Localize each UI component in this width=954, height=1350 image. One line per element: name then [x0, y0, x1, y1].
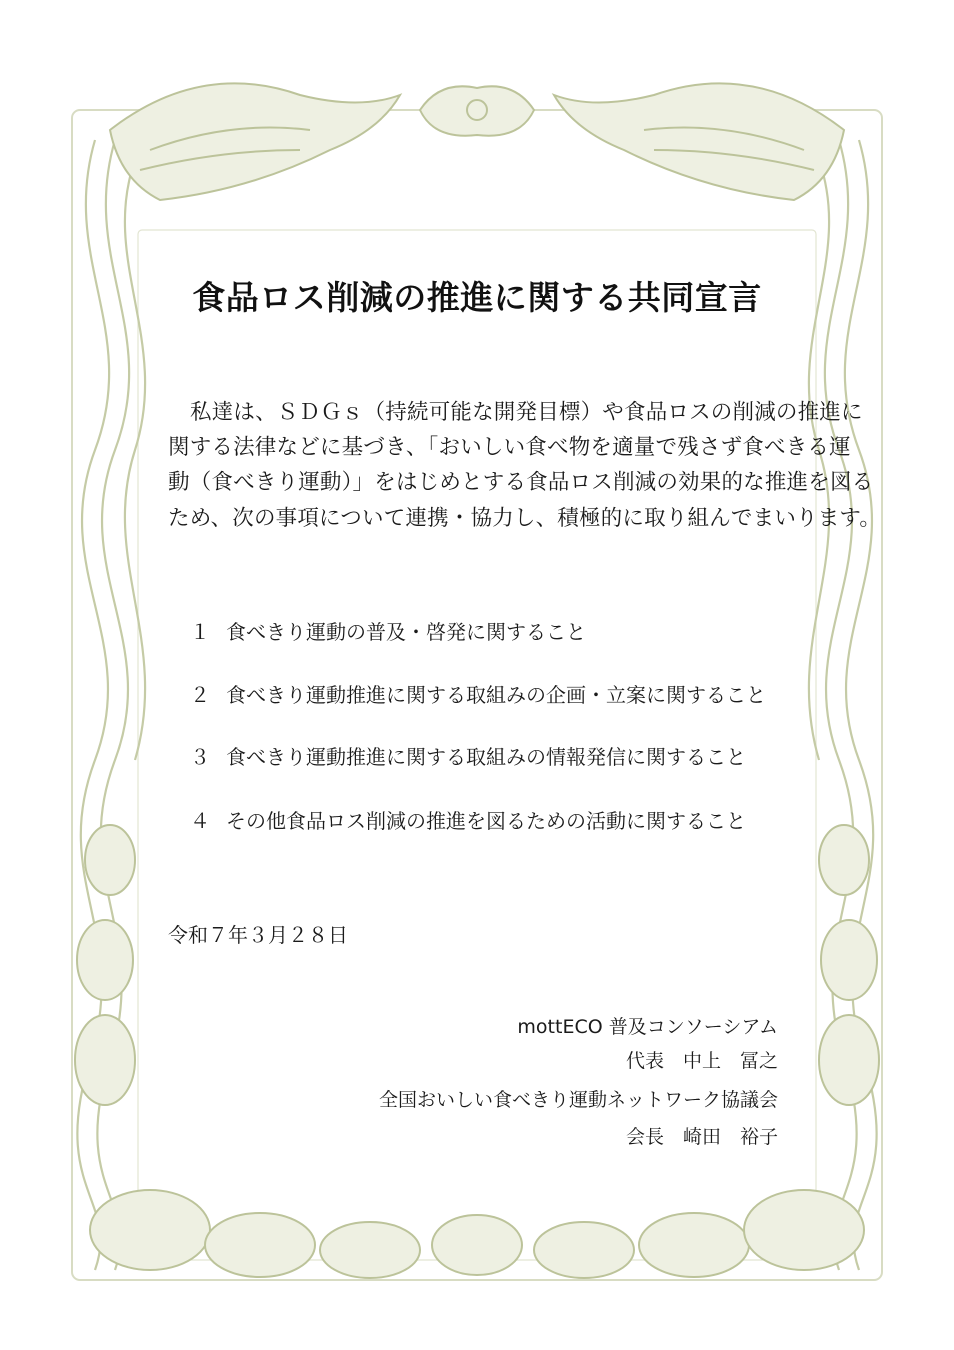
intro-line-1: 私達は、ＳＤＧｓ（持続可能な開発目標）や食品ロスの削減の推進に	[190, 400, 863, 425]
intro-line-4: ため、次の事項について連携・協力し、積極的に取り組んでまいります。	[168, 506, 882, 531]
list-item-text: 食べきり運動推進に関する取組みの情報発信に関すること	[226, 745, 746, 769]
declaration-date: 令和７年３月２８日	[168, 923, 348, 947]
list-item	[190, 805, 746, 834]
signatory-representative-2: 会長 崎田 裕子	[625, 1126, 778, 1148]
signatory-organization-1: mottECO 普及コンソーシアム	[517, 1016, 778, 1038]
list-item	[190, 616, 586, 645]
phoenix-left-icon	[110, 83, 400, 200]
list-item-text: その他食品ロス削減の推進を図るための活動に関すること	[226, 809, 746, 833]
signatory-organization-2: 全国おいしい食べきり運動ネットワーク協議会	[378, 1089, 778, 1111]
list-item	[190, 741, 746, 770]
list-item-text: 食べきり運動推進に関する取組みの企画・立案に関すること	[226, 683, 766, 707]
list-item-number: ４	[190, 809, 210, 833]
list-item	[190, 679, 766, 708]
intro-line-3: 動（食べきり運動）」をはじめとする食品ロス削減の効果的な推進を図る	[168, 470, 874, 495]
list-item-number: １	[190, 620, 210, 644]
signatory-representative-1: 代表 中上 冨之	[625, 1050, 778, 1072]
phoenix-right-icon	[554, 83, 844, 200]
page-title: 食品ロス削減の推進に関する共同宣言	[192, 278, 762, 317]
list-item-number: ３	[190, 745, 210, 769]
list-item-number: ２	[190, 683, 210, 707]
intro-line-2: 関する法律などに基づき、「おいしい食べ物を適量で残さず食べきる運	[168, 435, 851, 460]
list-item-text: 食べきり運動の普及・啓発に関すること	[226, 620, 586, 644]
cloud-crest-icon	[420, 86, 534, 135]
